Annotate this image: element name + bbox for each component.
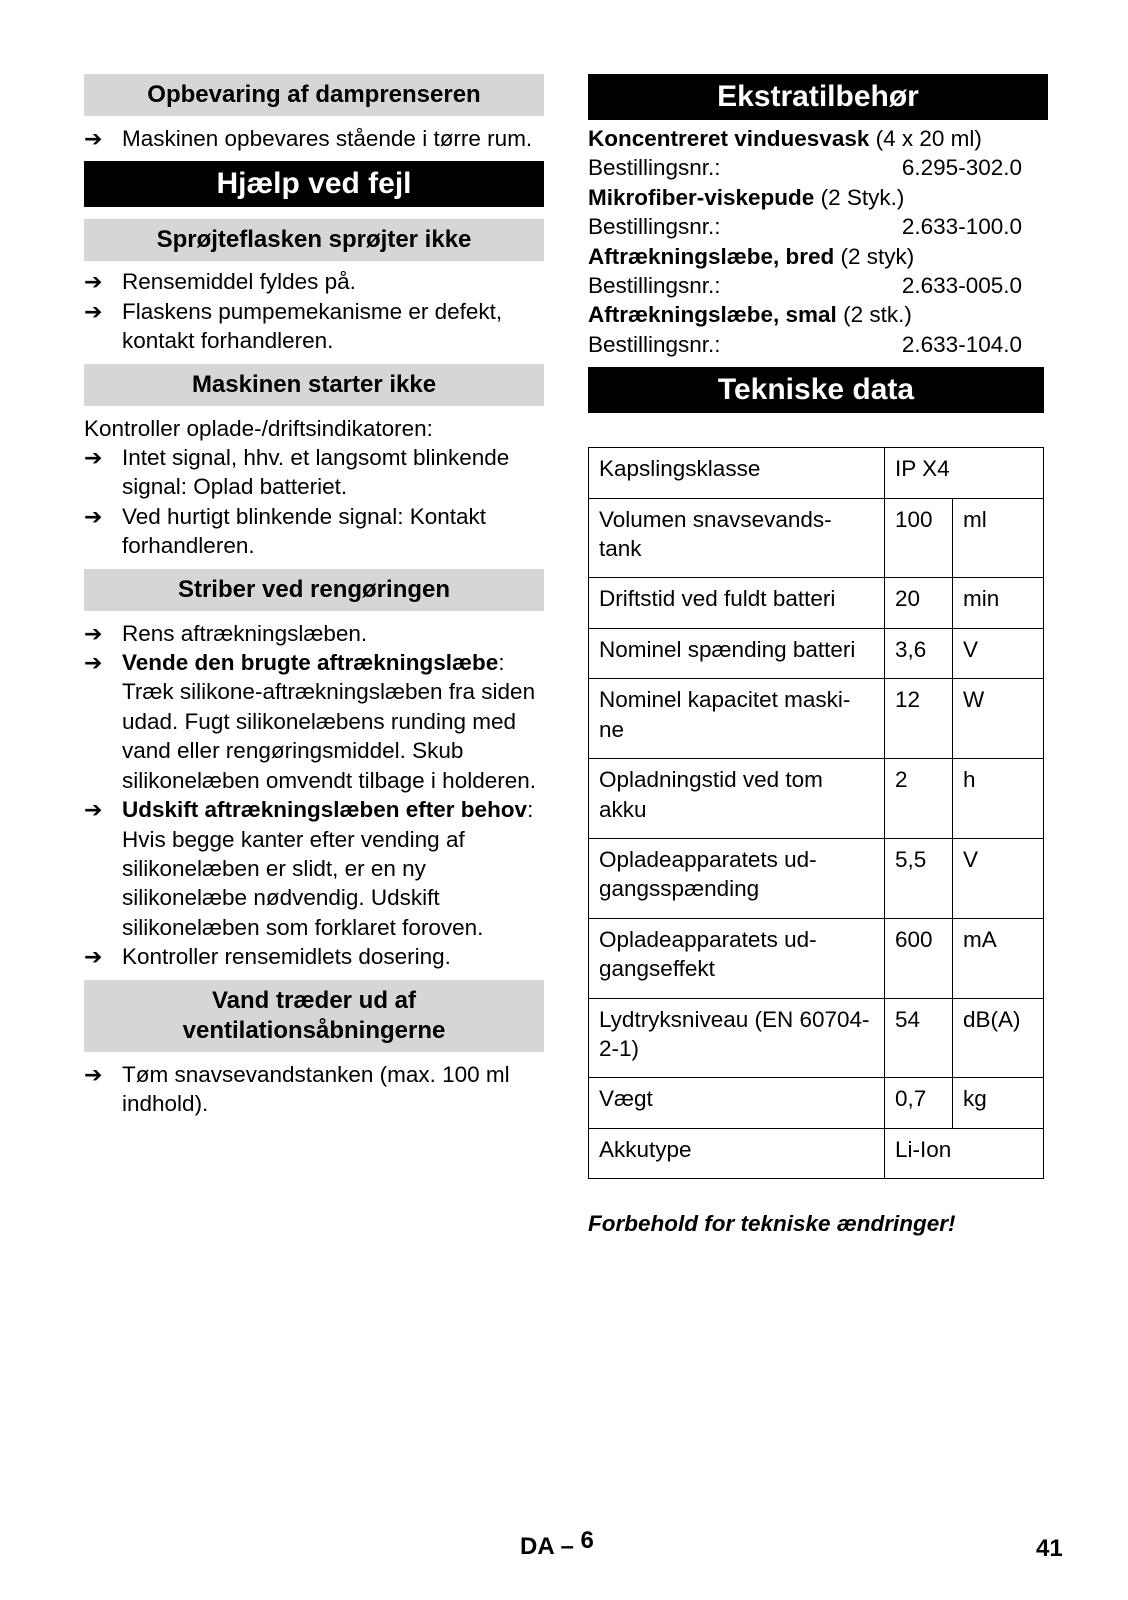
tech-data-title: Tekniske data <box>588 367 1044 413</box>
table-row: Nominel kapacitet maski-ne 12 W <box>589 679 1044 759</box>
list-item: ➔ Maskinen opbevares stående i tørre rum. <box>84 124 544 153</box>
spray-heading: Sprøjteflasken sprøjter ikke <box>84 219 544 261</box>
right-column <box>588 74 1048 1239</box>
list-item: ➔ Vende den brugte aftrækningslæbe: Træk silikone-aftrækningslæben fra siden udad. Fugt silikonelæbens runding med vand eller rengøringsmiddel. Skub silikonelæben omvendt tilbage i holderen. <box>84 650 537 793</box>
list-item: ➔ Kontroller rensemidlets dosering. <box>84 942 544 971</box>
left-column <box>84 74 544 1118</box>
table-row: Vægt 0,7 kg <box>589 1078 1044 1128</box>
accessory-item: Mikrofiber-viskepude (2 Styk.) Bestillingsnr.: 2.633-100.0 <box>588 184 1022 240</box>
arrow-icon: ➔ <box>84 797 103 823</box>
arrow-icon: ➔ <box>84 503 103 529</box>
arrow-icon: ➔ <box>84 1061 103 1087</box>
table-row: Kapslingsklasse IP X4 <box>589 448 1044 498</box>
list-item: ➔ Tøm snavsevandstanken (max. 100 ml indhold). <box>84 1061 510 1116</box>
list-item: ➔ Rensemiddel fyldes på. <box>84 267 544 296</box>
list-item: ➔ Ved hurtigt blinkende signal: Kontakt forhandleren. <box>84 503 486 559</box>
help-section-title: Hjælp ved fejl <box>84 161 544 207</box>
accessories-list <box>588 124 1048 359</box>
streaks-heading: Striber ved rengøringen <box>84 569 544 611</box>
table-row: Nominel spænding batteri 3,6 V <box>589 628 1044 678</box>
table-row: Volumen snavsevands-tank 100 ml <box>589 498 1044 578</box>
list-item: ➔ Flaskens pumpemekanisme er defekt, kontakt forhandleren. <box>84 298 503 354</box>
table-row: Opladeapparatets ud-gangsspænding 5,5 V <box>589 838 1044 918</box>
list-item: ➔ Intet signal, hhv. et langsomt blinkende signal: Oplad batteriet. <box>84 445 510 500</box>
list-item: ➔ Udskift aftrækningslæben efter behov: Hvis begge kanter efter vending af silikonelæben er slidt, er en ny silikonelæbe nødvendig. Udskift silikonelæben som forklaret foroven. <box>84 797 534 940</box>
accessory-item: Aftrækningslæbe, bred (2 styk) Bestillingsnr.: 2.633-005.0 <box>588 243 1022 299</box>
changes-note: Forbehold for tekniske ændringer! <box>588 1211 956 1237</box>
page-number: 41 <box>1036 1535 1063 1562</box>
tech-data-table <box>588 447 1044 1179</box>
list-item: ➔ Rens aftrækningslæben. <box>84 619 544 648</box>
arrow-icon: ➔ <box>84 126 103 151</box>
accessory-item: Aftrækningslæbe, smal (2 stk.) Bestillingsnr.: 2.633-104.0 <box>588 302 1022 357</box>
footer-section-label: DA – 6 <box>520 1527 594 1560</box>
arrow-icon: ➔ <box>84 269 103 295</box>
table-row: Akkutype Li-Ion <box>589 1128 1044 1178</box>
arrow-icon: ➔ <box>84 650 103 676</box>
table-row: Lydtryksniveau (EN 60704-2-1) 54 dB(A) <box>589 998 1044 1078</box>
table-row: Driftstid ved fuldt batteri 20 min <box>589 578 1044 628</box>
start-intro: Kontroller oplade-/driftsindikatoren: <box>84 415 433 441</box>
arrow-icon: ➔ <box>84 620 103 646</box>
accessories-title: Ekstratilbehør <box>588 74 1048 120</box>
accessory-item: Koncentreret vinduesvask (4 x 20 ml) Bestillingsnr.: 6.295-302.0 <box>588 126 1022 181</box>
start-heading: Maskinen starter ikke <box>84 364 544 406</box>
table-row: Opladningstid ved tom akku 2 h <box>589 759 1044 839</box>
arrow-icon: ➔ <box>84 445 103 471</box>
arrow-icon: ➔ <box>84 944 103 970</box>
table-row: Opladeapparatets ud-gangseffekt 600 mA <box>589 918 1044 998</box>
water-heading: Vand træder ud af ventilationsåbningerne <box>84 980 544 1052</box>
storage-heading: Opbevaring af damprenseren <box>84 74 544 116</box>
arrow-icon: ➔ <box>84 298 103 324</box>
